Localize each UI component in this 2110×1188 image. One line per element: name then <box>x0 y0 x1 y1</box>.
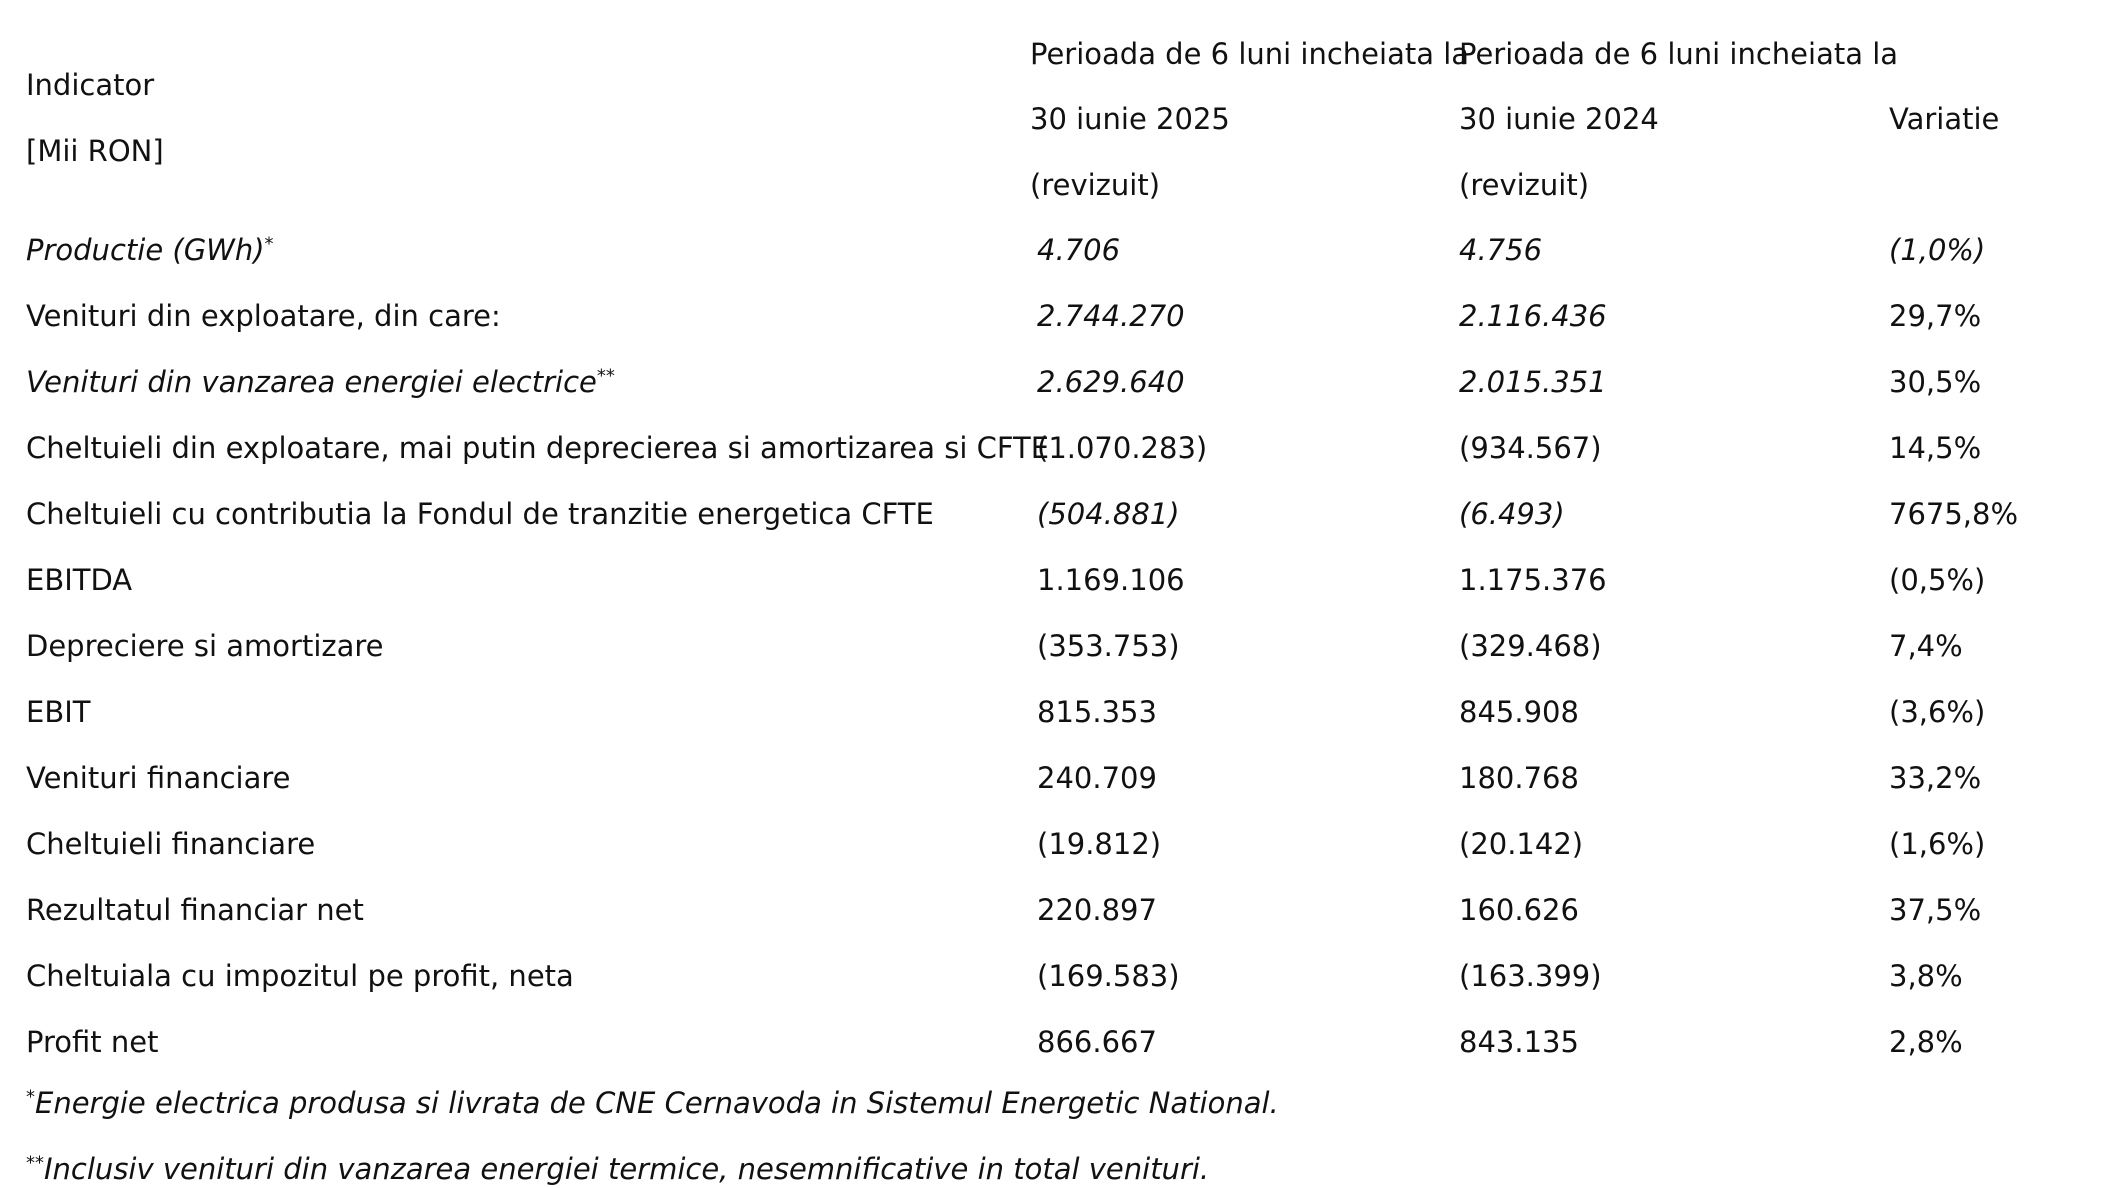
revised-2024-header: (revizuit) <box>1459 168 1590 202</box>
row-value-2025: 2.629.640 <box>1037 365 1185 399</box>
row-variation: 7,4% <box>1889 629 1963 663</box>
row-value-2025: (19.812) <box>1037 827 1162 861</box>
footnote-reference-mark: * <box>264 233 274 255</box>
footnote-reference-mark: ** <box>596 365 615 387</box>
row-variation: (1,0%) <box>1889 233 1986 267</box>
row-value-2024: 1.175.376 <box>1459 563 1607 597</box>
row-value-2025: 240.709 <box>1037 761 1157 795</box>
row-value-2024: 160.626 <box>1459 893 1579 927</box>
row-label <box>26 430 1049 466</box>
date-2024-header: 30 iunie 2024 <box>1459 102 1659 136</box>
row-value-2024: (6.493) <box>1459 497 1565 531</box>
row-value-2024: 843.135 <box>1459 1025 1579 1059</box>
row-label-text: Depreciere si amortizare <box>26 629 384 663</box>
row-variation: (0,5%) <box>1889 563 1986 597</box>
unit-header: [Mii RON] <box>26 134 164 168</box>
row-label-text: Productie (GWh) <box>26 233 265 267</box>
row-value-2024: 2.015.351 <box>1459 365 1607 399</box>
row-label <box>26 496 934 532</box>
row-label <box>26 694 91 730</box>
row-label <box>26 628 384 664</box>
variation-header: Variatie <box>1889 102 2000 136</box>
date-2025-header: 30 iunie 2025 <box>1030 102 1230 136</box>
footnote-2-text: Inclusiv venituri din vanzarea energiei termice, nesemnificative in total venituri. <box>44 1152 1210 1186</box>
row-value-2025: 220.897 <box>1037 893 1157 927</box>
row-variation: 7675,8% <box>1889 497 2019 531</box>
row-variation: 14,5% <box>1889 431 1982 465</box>
row-label-text: Venituri din vanzarea energiei electrice <box>26 365 597 399</box>
row-label-text: Cheltuieli financiare <box>26 827 316 861</box>
row-value-2024: (163.399) <box>1459 959 1602 993</box>
row-label <box>26 1024 158 1060</box>
row-variation: 37,5% <box>1889 893 1982 927</box>
footnote-1 <box>26 1085 1279 1121</box>
footnote-2-mark: ** <box>26 1152 44 1174</box>
row-label <box>26 364 615 400</box>
row-variation: (1,6%) <box>1889 827 1986 861</box>
row-variation: 29,7% <box>1889 299 1982 333</box>
row-value-2025: (1.070.283) <box>1037 431 1208 465</box>
period-2024-header: Perioada de 6 luni incheiata la <box>1459 37 1899 71</box>
revised-2025-header: (revizuit) <box>1030 168 1161 202</box>
row-label-text: Rezultatul financiar net <box>26 893 364 927</box>
row-label-text: EBIT <box>26 695 91 729</box>
row-value-2025: 2.744.270 <box>1037 299 1185 333</box>
row-value-2024: 845.908 <box>1459 695 1579 729</box>
indicator-header: Indicator <box>26 68 155 102</box>
row-variation: (3,6%) <box>1889 695 1986 729</box>
footnote-1-mark: * <box>26 1086 35 1108</box>
row-label <box>26 562 132 598</box>
row-label-text: Cheltuiala cu impozitul pe profit, neta <box>26 959 574 993</box>
row-label-text: Profit net <box>26 1025 159 1059</box>
row-label-text: Cheltuieli cu contributia la Fondul de tranzitie energetica CFTE <box>26 497 934 531</box>
footnote-2 <box>26 1151 1209 1187</box>
period-2025-header: Perioada de 6 luni incheiata la <box>1030 37 1470 71</box>
row-value-2024: 2.116.436 <box>1459 299 1607 333</box>
row-label <box>26 826 315 862</box>
row-value-2025: 815.353 <box>1037 695 1157 729</box>
row-value-2025: 4.706 <box>1037 233 1121 267</box>
row-value-2025: 866.667 <box>1037 1025 1157 1059</box>
row-label-text: Venituri financiare <box>26 761 291 795</box>
row-variation: 33,2% <box>1889 761 1982 795</box>
row-label <box>26 298 501 334</box>
row-value-2024: (329.468) <box>1459 629 1602 663</box>
row-variation: 3,8% <box>1889 959 1963 993</box>
row-variation: 30,5% <box>1889 365 1982 399</box>
row-label <box>26 892 364 928</box>
row-value-2025: (169.583) <box>1037 959 1180 993</box>
row-label <box>26 760 291 796</box>
row-value-2024: (20.142) <box>1459 827 1584 861</box>
row-label <box>26 958 574 994</box>
row-value-2024: 4.756 <box>1459 233 1543 267</box>
row-label <box>26 232 274 268</box>
row-value-2025: (353.753) <box>1037 629 1180 663</box>
row-variation: 2,8% <box>1889 1025 1963 1059</box>
row-value-2025: 1.169.106 <box>1037 563 1185 597</box>
row-value-2024: 180.768 <box>1459 761 1579 795</box>
row-label-text: Venituri din exploatare, din care: <box>26 299 501 333</box>
row-value-2024: (934.567) <box>1459 431 1602 465</box>
row-value-2025: (504.881) <box>1037 497 1180 531</box>
footnote-1-text: Energie electrica produsa si livrata de CNE Cernavoda in Sistemul Energetic National. <box>35 1086 1279 1120</box>
row-label-text: EBITDA <box>26 563 133 597</box>
row-label-text: Cheltuieli din exploatare, mai putin deprecierea si amortizarea si CFTE <box>26 431 1050 465</box>
